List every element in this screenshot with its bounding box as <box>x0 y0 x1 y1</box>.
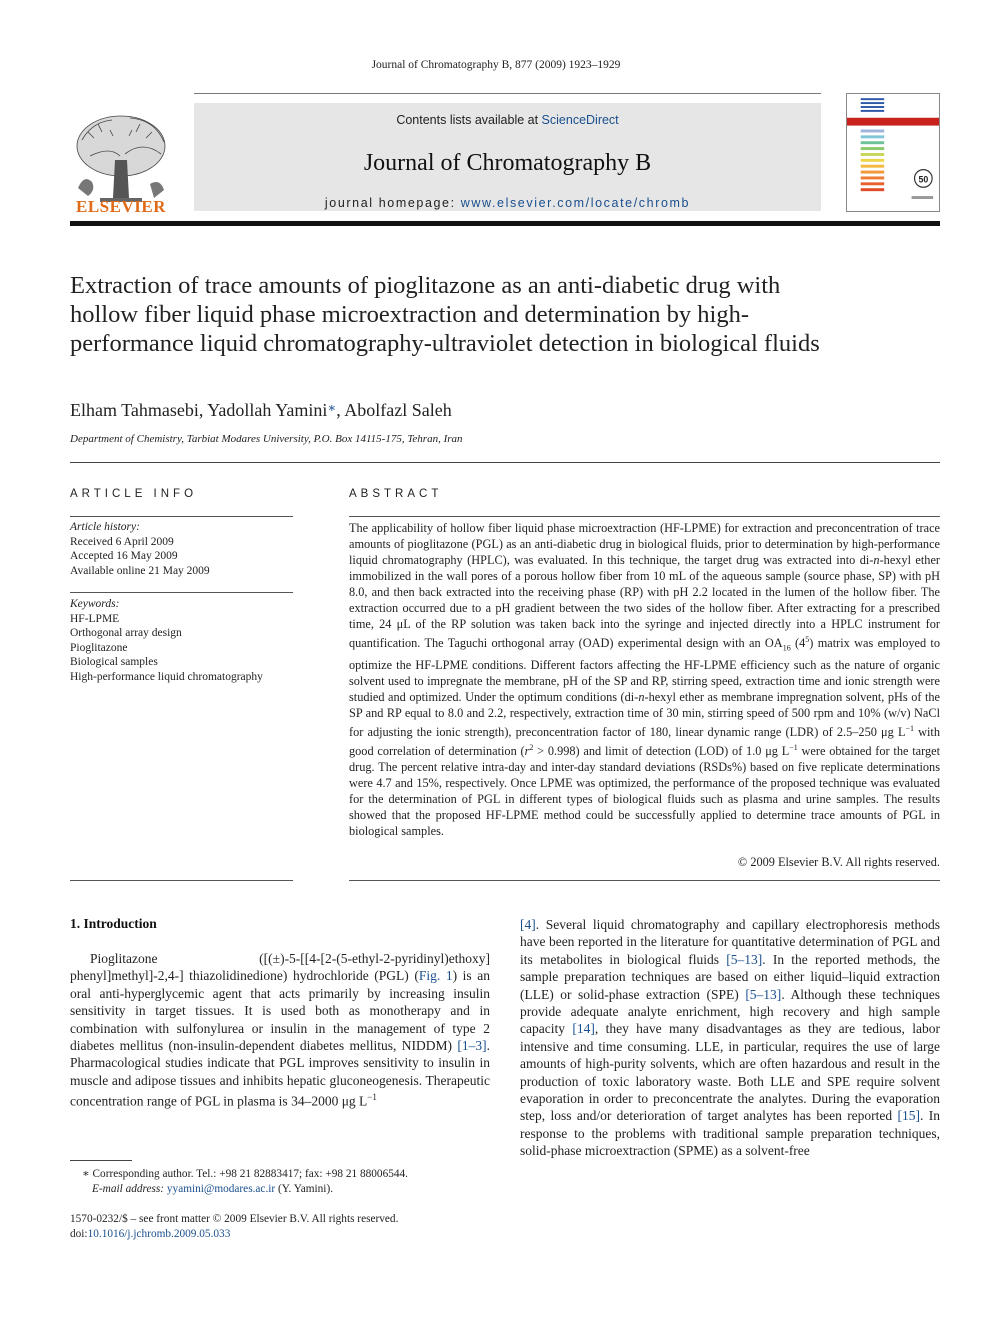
info-rule-top <box>70 516 293 517</box>
online-date: Available online 21 May 2009 <box>70 564 210 577</box>
history-label: Article history: <box>70 521 140 533</box>
reference-link[interactable]: [4] <box>520 917 536 932</box>
keyword: Orthogonal array design <box>70 627 182 639</box>
reference-link[interactable]: [1–3] <box>457 1038 487 1054</box>
contents-line <box>194 113 821 127</box>
email-label: E-mail address: <box>92 1182 167 1195</box>
header-rule <box>70 221 940 226</box>
received-date: Received 6 April 2009 <box>70 535 174 548</box>
section-heading-introduction: 1. Introduction <box>70 916 157 931</box>
journal-cover-thumbnail[interactable] <box>846 93 940 212</box>
homepage-prefix: journal homepage: <box>324 196 461 210</box>
doi-link[interactable]: 10.1016/j.jchromb.2009.05.033 <box>87 1228 231 1240</box>
author-yamini: Yadollah Yamini <box>207 400 328 420</box>
author-list <box>70 400 452 421</box>
reference-link[interactable]: [14] <box>572 1021 595 1037</box>
issn-line: 1570-0232/$ – see front matter © 2009 Elsevier B.V. All rights reserved. <box>70 1213 399 1225</box>
journal-name: Journal of Chromatography B <box>363 150 652 176</box>
copyright: © 2009 Elsevier B.V. All rights reserved. <box>737 855 940 869</box>
keyword: Biological samples <box>70 656 158 668</box>
publisher-logo-text: ELSEVIER <box>76 197 166 216</box>
author-saleh: , Abolfazl Saleh <box>336 400 452 420</box>
info-rule-mid <box>70 592 293 593</box>
corresponding-author-footnote: ∗ Corresponding author. Tel.: +98 21 82883417; fax: +98 21 88006544. E-mail address: yyamini@modares.ac.ir (Y. Yamini). <box>82 1168 408 1195</box>
abstract-rule-top <box>349 516 940 517</box>
cover-badge: 50 <box>918 174 929 185</box>
info-rule-bottom <box>70 880 293 881</box>
intro-right-column: [4]. Several liquid chromatography and capillary electrophoresis methods have been reported in the literature for quantitative determination of PGL and its metabolites in biological fluids [5–13]. In the reported methods, the sample preparation techniques are based on either liquid–liquid extraction (LLE) or solid-phase extraction (SPE) [5–13]. Although these techniques provide adequate analyte enrichment, high recovery and high sample capacity [14], they have many disadvantages as they are tedious, labor intensive and time consuming. LLE, in particular, requires the use of large amounts of high-purity solvents, which are often hazardous and result in the production of toxic laboratory waste. Both LLE and SPE require solvent evaporation in order to preconcentrate the analytes. During the evaporation step, loss and/or deterioration of target analytes has been reported [15]. In response to the problems with traditional sample preparation techniques, solid-phase microextraction (SPME) as a solvent-free <box>520 917 940 1159</box>
email-link[interactable]: yyamini@modares.ac.ir <box>166 1182 276 1195</box>
abstract-heading: ABSTRACT <box>349 488 443 500</box>
banner-top-rule <box>194 93 821 94</box>
keywords-label: Keywords: <box>70 598 120 610</box>
intro-left-column: Pioglitazone ([(±)-5-[[4-[2-(5-ethyl-2-pyridinyl)ethoxy] phenyl]methyl]-2,4-] thiazolidinedione) hydrochloride (PGL) (Fig. 1) is an oral anti-hyperglycemic agent that acts primarily by increasing insulin sensitivity in target tissues. It is used both as monotherapy and in combination with sulfonylurea or insulin in the management of type 2 diabetes mellitus (non-insulin-dependent diabetes mellitus, NIDDM) [1–3]. Pharmacological studies indicate that PGL improves sensitivity to insulin in muscle and adipose tissues and inhibits hepatic gluconeogenesis. Therapeutic concentration range of PGL in plasma is 34–2000 μg $L^{-1}$ <box>70 951 490 1109</box>
front-matter: 1570-0232/$ – see front matter © 2009 Elsevier B.V. All rights reserved. doi:10.1016/j.jchromb.2009.05.033 <box>70 1213 399 1240</box>
reference-link[interactable]: [5–13] <box>726 951 763 967</box>
accepted-date: Accepted 16 May 2009 <box>70 550 178 562</box>
homepage-link[interactable]: www.elsevier.com/locate/chromb <box>460 196 691 210</box>
author-tahmasebi: Elham Tahmasebi, <box>70 400 208 420</box>
abstract-text: The applicability of hollow fiber liquid phase microextraction (HF-LPME) for extraction and preconcentration of trace amounts of pioglitazone (PGL) as an anti-diabetic drug in biological fluids, prior to determination by high-performance liquid chromatography (HPLC), was evaluated. In this technique, the target drug was extracted into di-n-hexyl ether immobilized in the wall pores of a porous hollow fiber from 10 mL of the aqueous sample (source phase, SP) with pH 8.0, and then back extracted into the receiving phase (RP) with pH 2.2 located in the lumen of the hollow fiber. The extraction occurred due to a pH gradient between the two sides of the hollow fiber. After extracting for a prescribed time, 24 μL of the RP solution was taken back into the syringe and injected directly into a HPLC instrument for quantification. The Taguchi orthogonal array (OAD) experimental design with an $OA_{16}$ $(4^5)$ matrix was employed to optimize the HF-LPME conditions. Different factors affecting the HF-LPME efficiency such as the nature of organic solvent used to impregnate the membrane, pH of the SP and RP, stirring speed, extraction time and ionic strength were studied and optimized. Under the optimum conditions (di-n-hexyl ether as membrane impregnation solvent, pHs of the SP and RP equal to 8.0 and 2.2, respectively, extraction time of 30 min, stirring speed of 500 rpm and 10% (w/v) NaCl for adjusting the ionic strength), preconcentration factor of 180, linear dynamic range (LDR) of 2.5–250 μg $L^{-1}$ with good correlation of determination $(r^2 > 0.998)$ and limit of detection (LOD) of 1.0 μg $L^{-1}$ were obtained for the target drug. The percent relative intra-day and inter-day standard deviations (RSDs%) based on five replicate determinations were 4.7 and 15%, respectively. Once LPME was optimized, the performance of the proposed technique was evaluated for the determination of PGL in different types of biological fluids such as plasma and urine samples. The results showed that the proposed HF-LPME method could be successfully applied to determine trace amounts of PGL in biological samples. <box>349 521 940 838</box>
keyword: Pioglitazone <box>70 641 128 654</box>
footnote-mark: ∗ <box>82 1168 90 1180</box>
running-head: Journal of Chromatography B, 877 (2009) 1923–1929 <box>371 59 621 71</box>
journal-header <box>70 93 940 216</box>
sciencedirect-link[interactable]: ScienceDirect <box>541 113 619 127</box>
reference-link[interactable]: [15] <box>897 1108 921 1124</box>
article-history <box>70 520 293 578</box>
footnote-rule <box>70 1160 132 1161</box>
corresponding-author-mark[interactable]: ∗ <box>327 400 337 415</box>
keyword: HF-LPME <box>70 612 120 625</box>
abstract-rule-bottom <box>349 880 940 881</box>
article-info-heading: ARTICLE INFO <box>70 488 198 500</box>
affiliation: Department of Chemistry, Tarbiat Modares University, P.O. Box 14115-175, Tehran, Iran <box>70 433 463 445</box>
keywords <box>70 597 293 684</box>
reference-link[interactable]: [5–13] <box>745 986 782 1002</box>
contents-prefix: Contents lists available at <box>396 113 542 127</box>
keyword: High-performance liquid chromatography <box>70 670 263 683</box>
figure-link[interactable]: Fig. 1 <box>418 968 453 984</box>
journal-homepage <box>194 196 821 210</box>
article-title: Extraction of trace amounts of pioglitazone as an anti-diabetic drug with hollow fiber liquid phase microextraction and determination by high-performance liquid chromatography-ultraviolet detection in biological fluids <box>70 272 820 357</box>
journal-banner <box>194 103 821 211</box>
title-rule <box>70 462 940 463</box>
